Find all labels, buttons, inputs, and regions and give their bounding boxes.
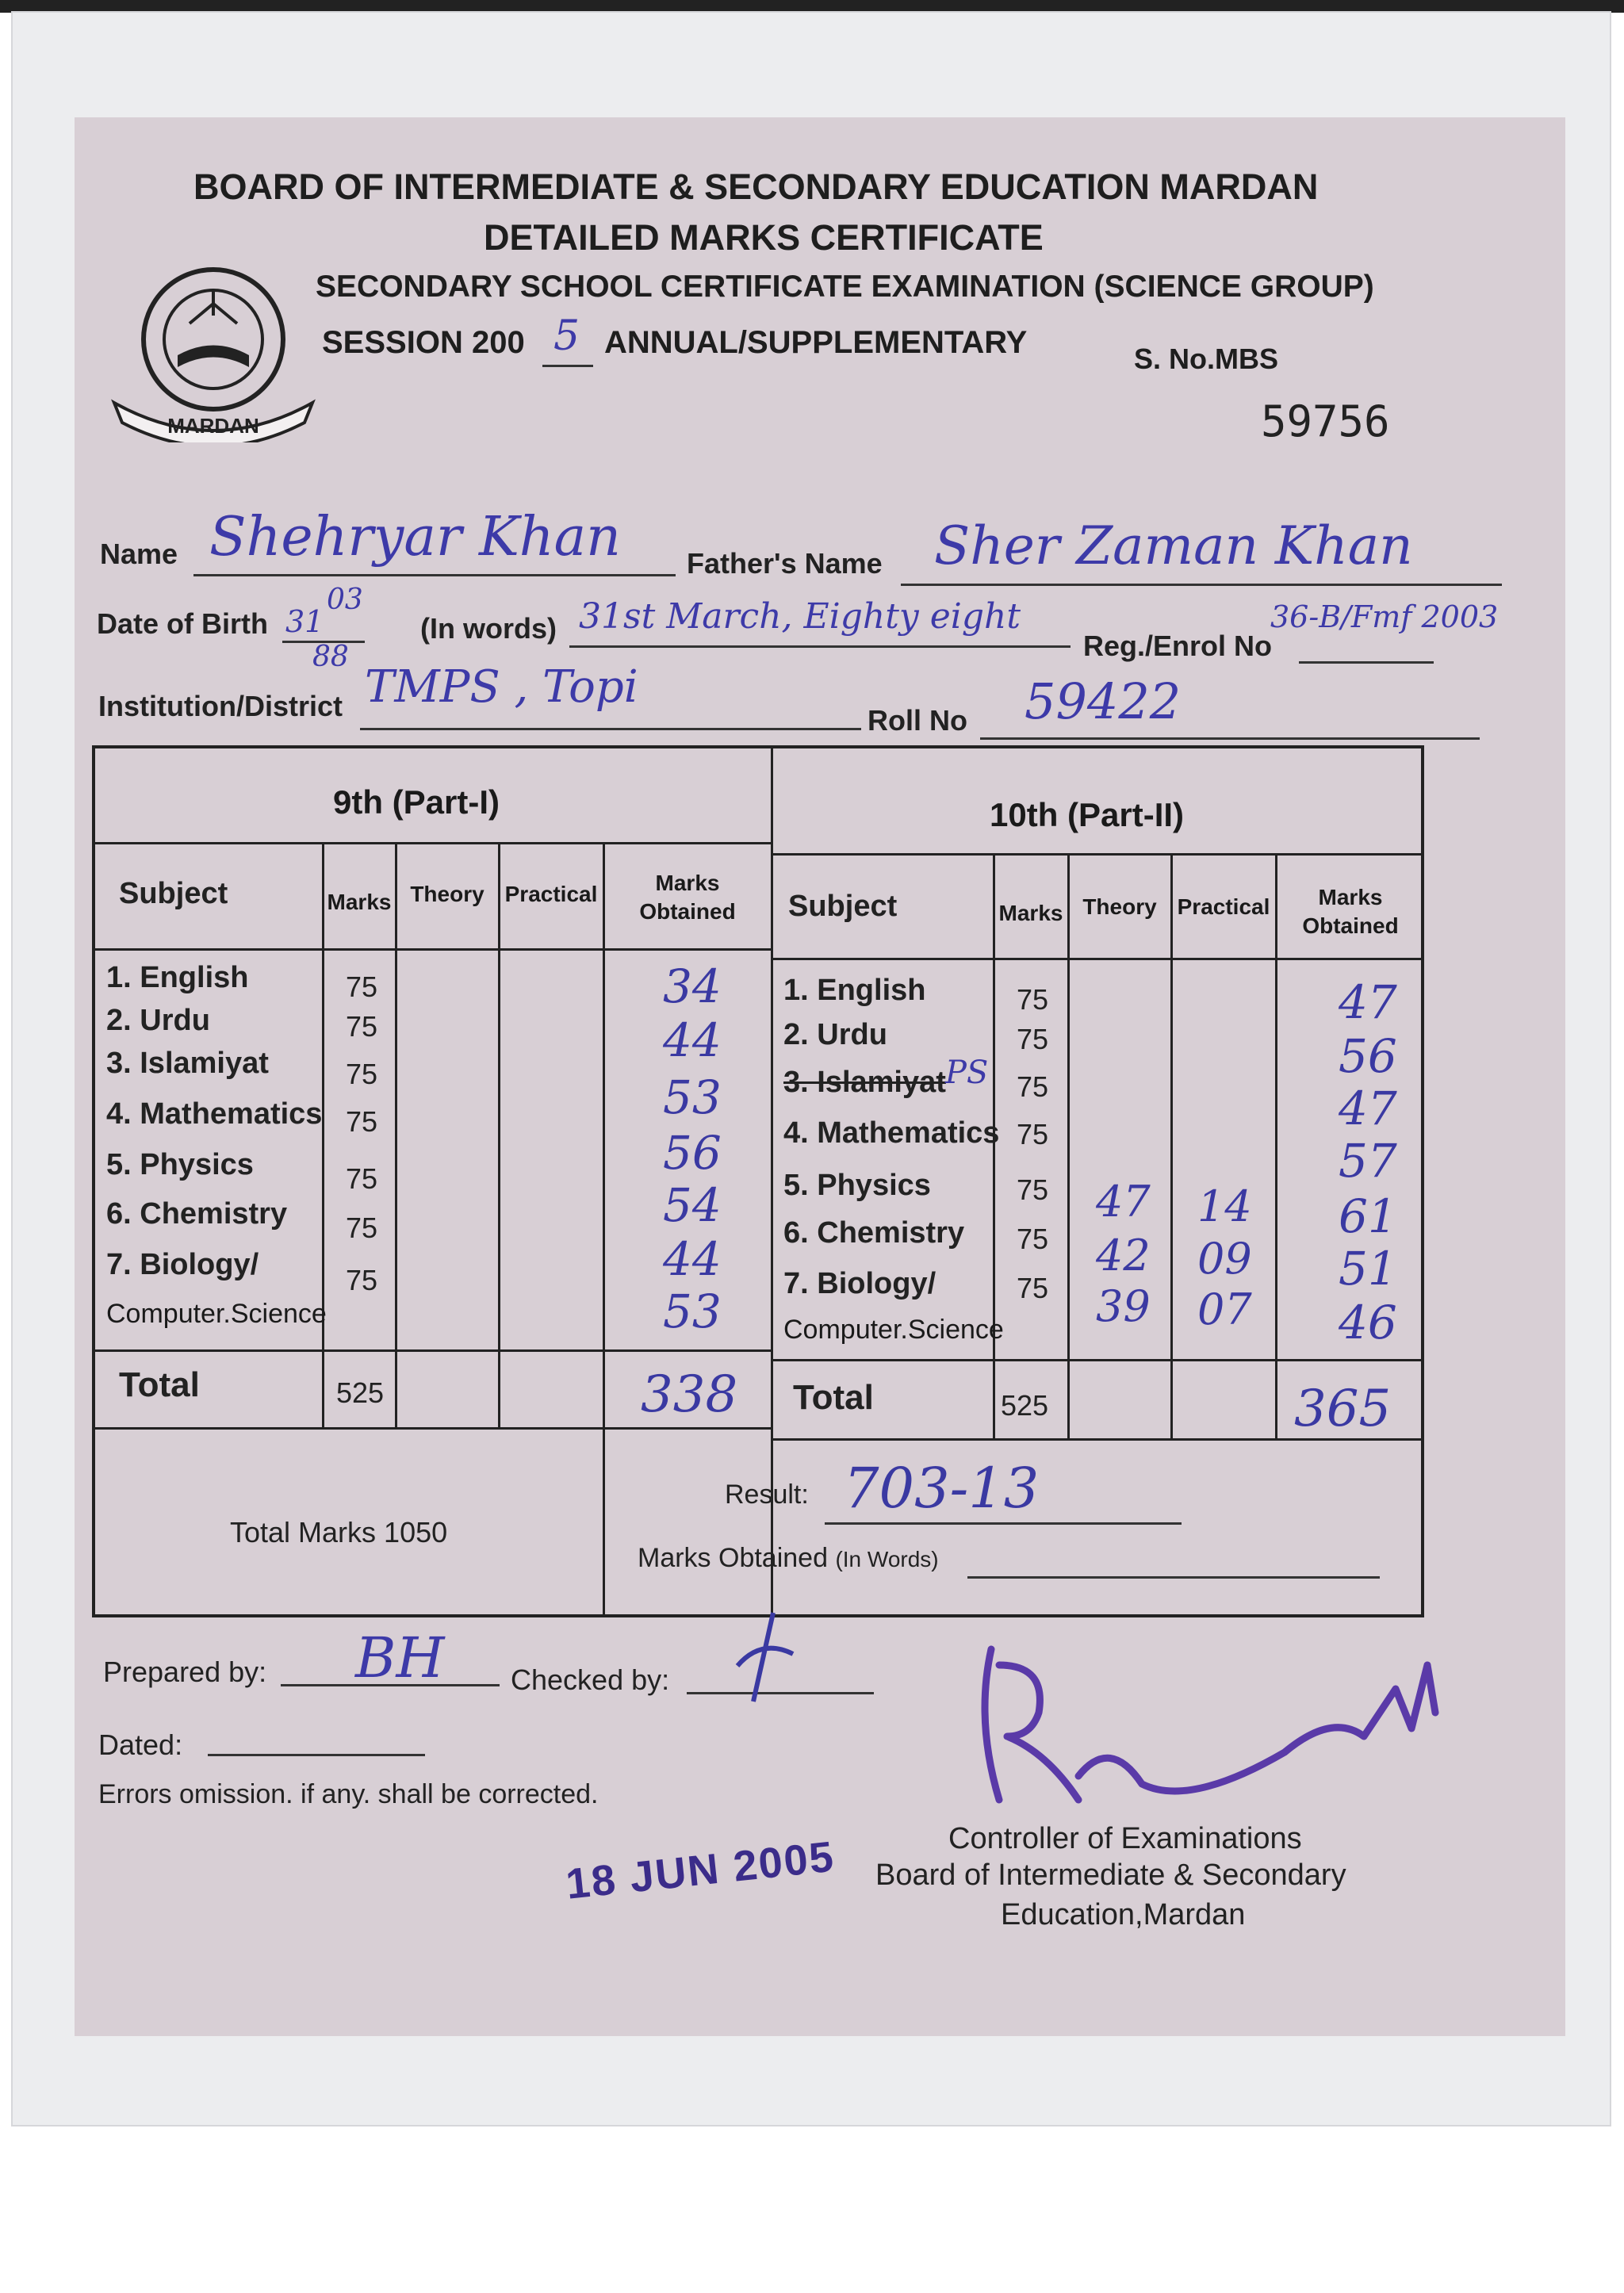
- student-name: Shehryar Khan: [209, 506, 621, 568]
- part2-obtained-5: 61: [1339, 1189, 1397, 1243]
- part2-obtained-2: 56: [1339, 1029, 1397, 1083]
- part1-subject-7: 7. Biology/: [106, 1248, 259, 1281]
- part1-subject-1: 1. English: [106, 961, 249, 994]
- serial-number: 59756: [1261, 396, 1390, 446]
- prepared-initials: BH: [355, 1625, 445, 1690]
- part1-subject-7-extra: Computer.Science: [106, 1299, 327, 1329]
- prepared-by-label: Prepared by:: [103, 1656, 267, 1688]
- part1-marks-1: 75: [346, 970, 378, 1003]
- part2-obtained-4: 57: [1339, 1134, 1397, 1188]
- part2-subject-3: 3. Islamiyat: [783, 1066, 946, 1099]
- part2-marks-6: 75: [1017, 1223, 1049, 1255]
- session-label: SESSION 200: [322, 325, 525, 360]
- part1-col-practical: Practical: [504, 882, 598, 906]
- part2-marks-2: 75: [1017, 1023, 1049, 1055]
- part2-title: 10th (Part-II): [990, 796, 1185, 833]
- dob-label: Date of Birth: [97, 607, 268, 640]
- part2-theory-5: 47: [1096, 1177, 1151, 1227]
- part2-total-label: Total: [793, 1378, 874, 1417]
- part1-obtained-4: 56: [663, 1126, 722, 1180]
- part1-marks-7: 75: [346, 1264, 378, 1296]
- part2-islamiyat-note: PS: [945, 1055, 989, 1091]
- in-words-label: (In words): [420, 612, 557, 645]
- dated-label: Dated:: [98, 1728, 183, 1761]
- controller-line-1: Controller of Examinations: [948, 1822, 1302, 1855]
- result-label: Result:: [725, 1480, 809, 1510]
- part2-marks-1: 75: [1017, 983, 1049, 1016]
- part2-theory-7: 39: [1096, 1281, 1151, 1331]
- part1-col-obtained-2: Obtained: [639, 899, 736, 924]
- part2-subject-5: 5. Physics: [783, 1169, 931, 1202]
- part2-obtained-1: 47: [1339, 975, 1397, 1029]
- part1-subject-5: 5. Physics: [106, 1148, 254, 1181]
- dob-day: 31: [285, 604, 324, 639]
- dob-year: 88: [312, 641, 349, 673]
- part1-marks-6: 75: [346, 1212, 378, 1244]
- part2-col-marks: Marks: [998, 901, 1063, 925]
- part2-subject-4: 4. Mathematics: [783, 1116, 1000, 1150]
- part1-subject-2: 2. Urdu: [106, 1004, 210, 1037]
- part2-col-obtained-1: Marks: [1318, 885, 1383, 909]
- part1-total-label: Total: [119, 1365, 200, 1404]
- part1-subject-3: 3. Islamiyat: [106, 1047, 269, 1080]
- part2-subject-2: 2. Urdu: [783, 1018, 887, 1051]
- board-seal-icon: [98, 260, 328, 442]
- part2-col-obtained-2: Obtained: [1302, 913, 1399, 938]
- dob-in-words: 31st March, Eighty eight: [579, 596, 1021, 637]
- part2-practical-5: 14: [1197, 1181, 1252, 1231]
- total-marks-label: Total Marks 1050: [230, 1516, 448, 1548]
- certificate-title: DETAILED MARKS CERTIFICATE: [484, 217, 1044, 258]
- part2-marks-7: 75: [1017, 1272, 1049, 1304]
- part1-total-obtained: 338: [641, 1365, 738, 1424]
- part2-subject-6: 6. Chemistry: [783, 1216, 965, 1250]
- session-digit: 5: [553, 312, 580, 360]
- part1-obtained-1: 34: [663, 959, 722, 1013]
- part2-obtained-6: 51: [1339, 1242, 1397, 1296]
- father-name: Sher Zaman Khan: [934, 515, 1413, 576]
- institution-label: Institution/District: [98, 690, 343, 722]
- part2-practical-7: 07: [1197, 1284, 1252, 1334]
- roll-no: 59422: [1025, 672, 1182, 730]
- part1-obtained-2: 44: [663, 1013, 722, 1067]
- part1-obtained-3: 53: [663, 1070, 722, 1124]
- marks-table: [92, 745, 1424, 1617]
- part2-col-subject: Subject: [788, 890, 898, 923]
- marks-in-words-label: Marks Obtained (In Words): [638, 1543, 939, 1573]
- serial-label: S. No.MBS: [1134, 343, 1279, 375]
- part1-total-marks: 525: [336, 1376, 385, 1409]
- part1-subject-4: 4. Mathematics: [106, 1097, 323, 1131]
- part1-marks-2: 75: [346, 1010, 378, 1043]
- part1-obtained-5: 54: [663, 1178, 722, 1232]
- reg-no: 36-B/Fmf 2003: [1270, 599, 1499, 634]
- controller-line-3: Education,Mardan: [1001, 1898, 1246, 1931]
- dob-month: 03: [327, 584, 363, 616]
- result-value: 703-13: [844, 1456, 1040, 1521]
- part2-theory-6: 42: [1096, 1231, 1151, 1280]
- controller-line-2: Board of Intermediate & Secondary: [875, 1859, 1346, 1892]
- part2-marks-5: 75: [1017, 1173, 1049, 1206]
- part2-col-practical: Practical: [1177, 894, 1270, 919]
- part1-col-theory: Theory: [410, 882, 485, 906]
- part1-marks-5: 75: [346, 1162, 378, 1195]
- seal-label: MARDAN: [167, 414, 259, 438]
- part1-obtained-6: 44: [663, 1232, 722, 1286]
- board-title: BOARD OF INTERMEDIATE & SECONDARY EDUCATION MARDAN: [193, 167, 1319, 207]
- part2-marks-4: 75: [1017, 1118, 1049, 1150]
- part1-marks-4: 75: [346, 1105, 378, 1138]
- part1-col-marks: Marks: [327, 890, 392, 914]
- checked-signature-icon: [730, 1606, 801, 1709]
- reg-no-label: Reg./Enrol No: [1083, 630, 1273, 662]
- part1-col-subject: Subject: [119, 877, 228, 910]
- session-type: ANNUAL/SUPPLEMENTARY: [604, 325, 1028, 360]
- part1-marks-3: 75: [346, 1058, 378, 1090]
- part2-subject-7: 7. Biology/: [783, 1267, 936, 1300]
- part2-col-theory: Theory: [1082, 894, 1157, 919]
- name-label: Name: [100, 538, 178, 570]
- checked-by-label: Checked by:: [511, 1663, 670, 1696]
- controller-signature-icon: [952, 1617, 1459, 1816]
- part1-obtained-7: 53: [663, 1284, 722, 1338]
- part1-title: 9th (Part-I): [333, 783, 500, 821]
- date-stamp: 18 JUN 2005: [563, 1832, 837, 1908]
- errors-note: Errors omission. if any. shall be corrected.: [98, 1779, 599, 1809]
- part2-subject-1: 1. English: [783, 974, 926, 1007]
- part2-obtained-3: 47: [1339, 1081, 1397, 1135]
- part2-obtained-7: 46: [1339, 1296, 1397, 1349]
- roll-no-label: Roll No: [868, 704, 967, 737]
- part2-marks-3: 75: [1017, 1070, 1049, 1103]
- part2-total-obtained: 365: [1294, 1380, 1392, 1438]
- father-name-label: Father's Name: [687, 547, 883, 580]
- exam-title: SECONDARY SCHOOL CERTIFICATE EXAMINATION (SCIENCE GROUP): [316, 270, 1374, 304]
- part2-total-marks: 525: [1001, 1389, 1049, 1422]
- part2-subject-7-extra: Computer.Science: [783, 1315, 1004, 1345]
- part1-col-obtained-1: Marks: [655, 871, 720, 895]
- institution: TMPS , Topi: [365, 661, 638, 713]
- part2-practical-6: 09: [1197, 1234, 1252, 1284]
- part1-subject-6: 6. Chemistry: [106, 1197, 288, 1231]
